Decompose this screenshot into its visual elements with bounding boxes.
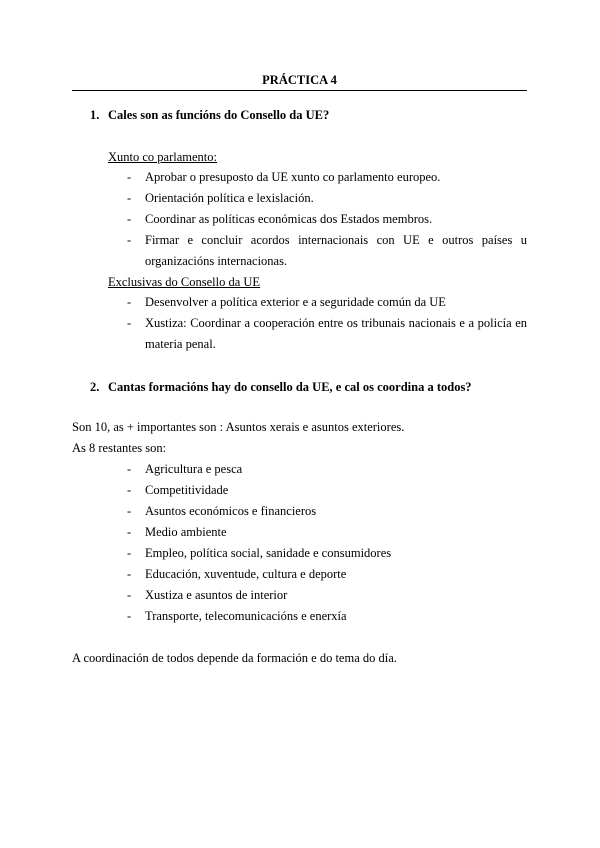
list-item [127, 188, 527, 209]
list-item [127, 313, 527, 355]
question-1-number: 1. [90, 108, 100, 122]
list-item-text: Educación, xuventude, cultura e deporte [145, 567, 347, 581]
bullet-dash: - [127, 170, 132, 184]
conclusion-text: A coordinación de todos depende da formación e do tema do día. [72, 651, 397, 665]
list-item-text: Desenvolver a política exterior e a seguridade común da UE [145, 295, 446, 309]
page-title: PRÁCTICA 4 [262, 73, 337, 87]
bullet-dash: - [127, 483, 132, 497]
answer-line-1: Son 10, as + importantes son : Asuntos xerais e asuntos exteriores. [72, 420, 405, 434]
list-item [127, 543, 527, 564]
list-item [127, 564, 527, 585]
bullet-dash: - [127, 233, 132, 247]
bullet-dash: - [127, 295, 132, 309]
subheading-exclusive: Exclusivas do Consello da UE [108, 275, 261, 289]
list-item [127, 167, 527, 188]
list-item [127, 501, 527, 522]
question-2-text: Cantas formacións hay do consello da UE, e cal os coordina a todos? [108, 380, 472, 394]
list-item-text: Medio ambiente [145, 525, 227, 539]
list-item [127, 292, 527, 313]
list-item-text: Asuntos económicos e financieros [145, 504, 317, 518]
list-item-text: Xustiza: Coordinar a cooperación entre os tribunais nacionais e a policía en materia penal. [145, 316, 527, 351]
list-item [127, 230, 527, 272]
bullet-dash: - [127, 212, 132, 226]
list-item-text: Coordinar as políticas económicas dos Estados membros. [145, 212, 433, 226]
question-1-heading [90, 108, 329, 123]
answer-line-2: As 8 restantes son: [72, 441, 167, 455]
bullet-dash: - [127, 546, 132, 560]
list-item-text: Competitividade [145, 483, 229, 497]
bullet-dash: - [127, 504, 132, 518]
title-divider [72, 90, 527, 91]
question-2-number: 2. [90, 380, 100, 394]
list-item [127, 480, 527, 501]
list-item-text: Xustiza e asuntos de interior [145, 588, 288, 602]
list-item-text: Firmar e concluir acordos internacionais con UE e outros países u organizacións internacionas. [145, 233, 527, 268]
list-item [127, 585, 527, 606]
bullet-dash: - [127, 588, 132, 602]
question-1-text: Cales son as funcións do Consello da UE? [108, 108, 330, 122]
bullet-dash: - [127, 609, 132, 623]
question-2-heading [90, 380, 472, 395]
list-item-text: Orientación política e lexislación. [145, 191, 314, 205]
list-item-text: Agricultura e pesca [145, 462, 243, 476]
bullet-dash: - [127, 462, 132, 476]
bullet-dash: - [127, 567, 132, 581]
list-item [127, 606, 527, 627]
list-item-text: Aprobar o presuposto da UE xunto co parlamento europeo. [145, 170, 441, 184]
list-item [127, 522, 527, 543]
bullet-dash: - [127, 525, 132, 539]
subheading-with-parliament: Xunto co parlamento: [108, 150, 217, 164]
list-item [127, 209, 527, 230]
bullet-dash: - [127, 316, 132, 330]
list-item-text: Empleo, política social, sanidade e consumidores [145, 546, 392, 560]
list-item [127, 459, 527, 480]
list-item-text: Transporte, telecomunicacións e enerxía [145, 609, 347, 623]
bullet-dash: - [127, 191, 132, 205]
